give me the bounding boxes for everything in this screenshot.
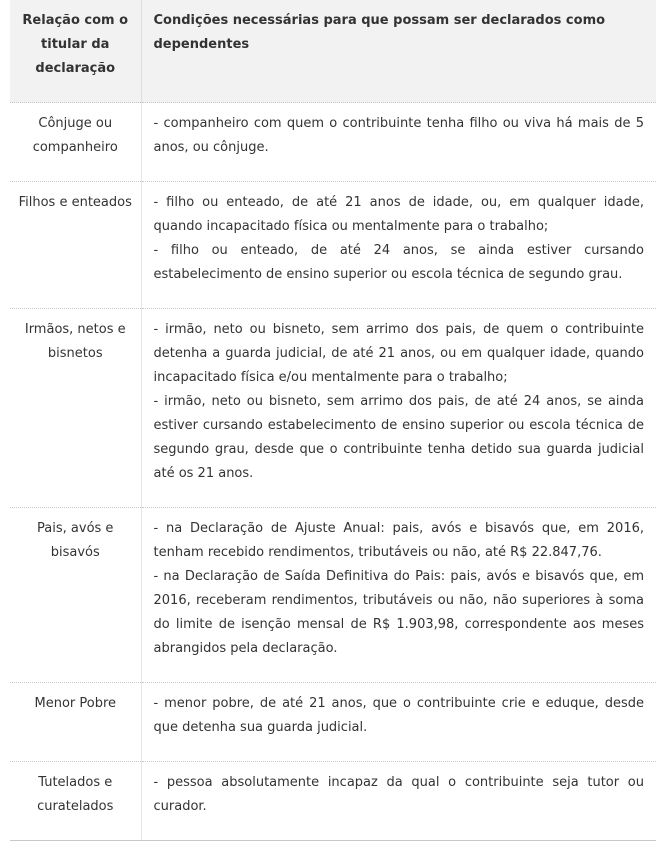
- condition-text: - na Declaração de Ajuste Anual: pais, avós e bisavós que, em 2016, tenham recebido rendimentos, tributáveis ou não, até R$ 22.847,76.: [153, 521, 644, 560]
- conditions-cell: [141, 683, 656, 762]
- relation-cell: Tutelados e curatelados: [10, 762, 141, 841]
- condition-text: - irmão, neto ou bisneto, sem arrimo dos pais, de até 24 anos, se ainda estiver cursando estabelecimento de ensino superior ou escola técnica de segundo grau, desde que o contribuinte tenha detido sua guarda judicial até os 21 anos.: [153, 394, 644, 481]
- table-row: [10, 103, 656, 182]
- relation-cell: Menor Pobre: [10, 683, 141, 762]
- condition-text: - irmão, neto ou bisneto, sem arrimo dos pais, de quem o contribuinte detenha a guarda judicial, de até 21 anos, ou em qualquer idade, quando incapacitado física e/ou mentalmente para o trabalho;: [153, 322, 644, 385]
- table-row: [10, 762, 656, 841]
- condition-text: - companheiro com quem o contribuinte tenha filho ou viva há mais de 5 anos, ou cônjuge.: [153, 116, 644, 155]
- table-row: [10, 683, 656, 762]
- conditions-cell: [141, 762, 656, 841]
- condition-text: - na Declaração de Saída Definitiva do Pais: pais, avós e bisavós que, em 2016, receberam rendimentos, tributáveis ou não, não superiores à soma do limite de isenção mensal de R$ 1.903,98, correspondente aos meses abrangidos pela declaração.: [153, 569, 644, 656]
- conditions-cell: [141, 182, 656, 309]
- conditions-cell: [141, 508, 656, 683]
- condition-text: - pessoa absolutamente incapaz da qual o contribuinte seja tutor ou curador.: [153, 775, 644, 814]
- table-row: [10, 309, 656, 508]
- relation-cell: Filhos e enteados: [10, 182, 141, 309]
- condition-text: - menor pobre, de até 21 anos, que o contribuinte crie e eduque, desde que detenha sua guarda judicial.: [153, 696, 644, 735]
- table-header-row: [10, 0, 656, 103]
- dependents-table: [10, 0, 656, 841]
- conditions-cell: [141, 309, 656, 508]
- table-row: [10, 182, 656, 309]
- conditions-cell: [141, 103, 656, 182]
- relation-cell: Irmãos, netos e bisnetos: [10, 309, 141, 508]
- header-relation: Relação com o titular da declaração: [10, 0, 141, 103]
- relation-cell: Pais, avós e bisavós: [10, 508, 141, 683]
- table-row: [10, 508, 656, 683]
- condition-text: - filho ou enteado, de até 21 anos de idade, ou, em qualquer idade, quando incapacitado física ou mentalmente para o trabalho;: [153, 195, 644, 234]
- header-conditions: Condições necessárias para que possam ser declarados como dependentes: [141, 0, 656, 103]
- relation-cell: Cônjuge ou companheiro: [10, 103, 141, 182]
- condition-text: - filho ou enteado, de até 24 anos, se ainda estiver cursando estabelecimento de ensino superior ou escola técnica de segundo grau.: [153, 243, 644, 282]
